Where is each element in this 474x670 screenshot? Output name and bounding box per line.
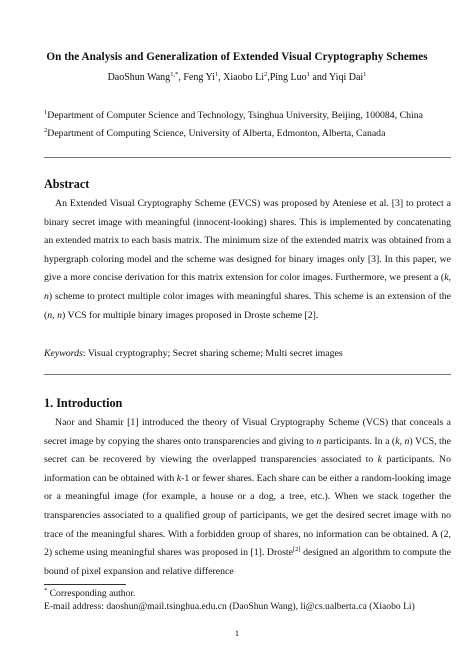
author-name: Ping Luo <box>269 72 307 83</box>
affiliation-text: Department of Computing Science, University of Alberta, Edmonton, Alberta, Canada <box>47 128 386 139</box>
author-mark: 1 <box>363 71 367 78</box>
affiliation-mark: 1 <box>44 109 48 116</box>
author-mark: 1,* <box>170 71 179 78</box>
author-mark: 2 <box>263 71 268 78</box>
paper-title: On the Analysis and Generalization of Extended Visual Cryptography Schemes <box>46 51 428 63</box>
author-mark: 1 <box>306 71 310 78</box>
author-list: DaoShun Wang$^{1,*}$, Feng Yi$^1$, Xiaobo Li$^2$,Ping Luo$^1$ and Yiqi Dai$^1$ <box>107 71 367 83</box>
affiliation-mark: 2 <box>44 127 48 134</box>
page-number: 1 <box>234 628 240 638</box>
abstract-heading: Abstract <box>44 177 90 191</box>
affiliation-2 <box>44 128 385 139</box>
author-name: Yiqi Dai <box>329 72 364 83</box>
footnote-mark: * <box>44 587 48 594</box>
affiliation-text: Department of Computer Science and Technology, Tsinghua University, Beijing, 100084, China <box>47 110 423 121</box>
footnote-corresponding: * Corresponding author. <box>44 587 136 599</box>
abstract-body: An Extended Visual Cryptography Scheme (EVCS) was proposed by Ateniese et al. [3] to protect a binary secret image with meaningful (innocent-looking) shares. This is implemented by concatenating an extended matrix to each basis matrix. The minimum size of the extended matrix was obtained from a hypergraph coloring model and the scheme was designed for binary images only [3]. In this paper, we give a more concise derivation for this matrix extension for color images. Furthermore, we present a (k, n) scheme to protect multiple color images with meaningful shares. This scheme is an extension of the (n, n) VCS for multiple binary images proposed in Droste scheme [2]. <box>44 198 451 321</box>
keywords-text: : Visual cryptography; Secret sharing scheme; Multi secret images <box>82 348 343 359</box>
affiliation-1 <box>44 110 423 121</box>
intro-body: Naor and Shamir [1] introduced the theory of Visual Cryptography Scheme (VCS) that conceals a secret image by copying the shares onto transparencies and giving to n participants. In a (k, n) VCS, the secret can be recovered by viewing the overlapped transparencies associated to k participants. No information can be obtained with k-1 or fewer shares. Each share can be either a random-looking image or a meaningful image (for example, a house or a dog, a tree, etc.). When we stack together the transparencies associated to a qualified group of participants, we get the desired secret image with no trace of the meaningful shares. With a forbidden group of shares, no information can be obtained. A (2, 2) scheme using meaningful shares was proposed in [1]. Droste[2] designed an algorithm to compute the bound of pixel expansion and relative difference <box>44 417 451 577</box>
author-name: Xiaobo Li <box>223 72 264 83</box>
author-mark: 1 <box>214 71 219 78</box>
citation-superscript: [2] <box>293 546 301 554</box>
author-name: Feng Yi <box>183 72 215 83</box>
keywords-label: Keywords <box>44 348 83 359</box>
divider-top <box>44 157 451 158</box>
author-name: DaoShun Wang <box>107 72 171 83</box>
intro-heading: 1. Introduction <box>44 396 123 410</box>
keywords-line <box>44 348 343 359</box>
footnote-email: E-mail address: daoshun@mail.tsinghua.edu.cn (DaoShun Wang), li@cs.ualberta.ca (Xiaobo Li) <box>44 601 415 612</box>
footnote-rule <box>44 584 126 585</box>
divider-bottom <box>44 374 451 375</box>
